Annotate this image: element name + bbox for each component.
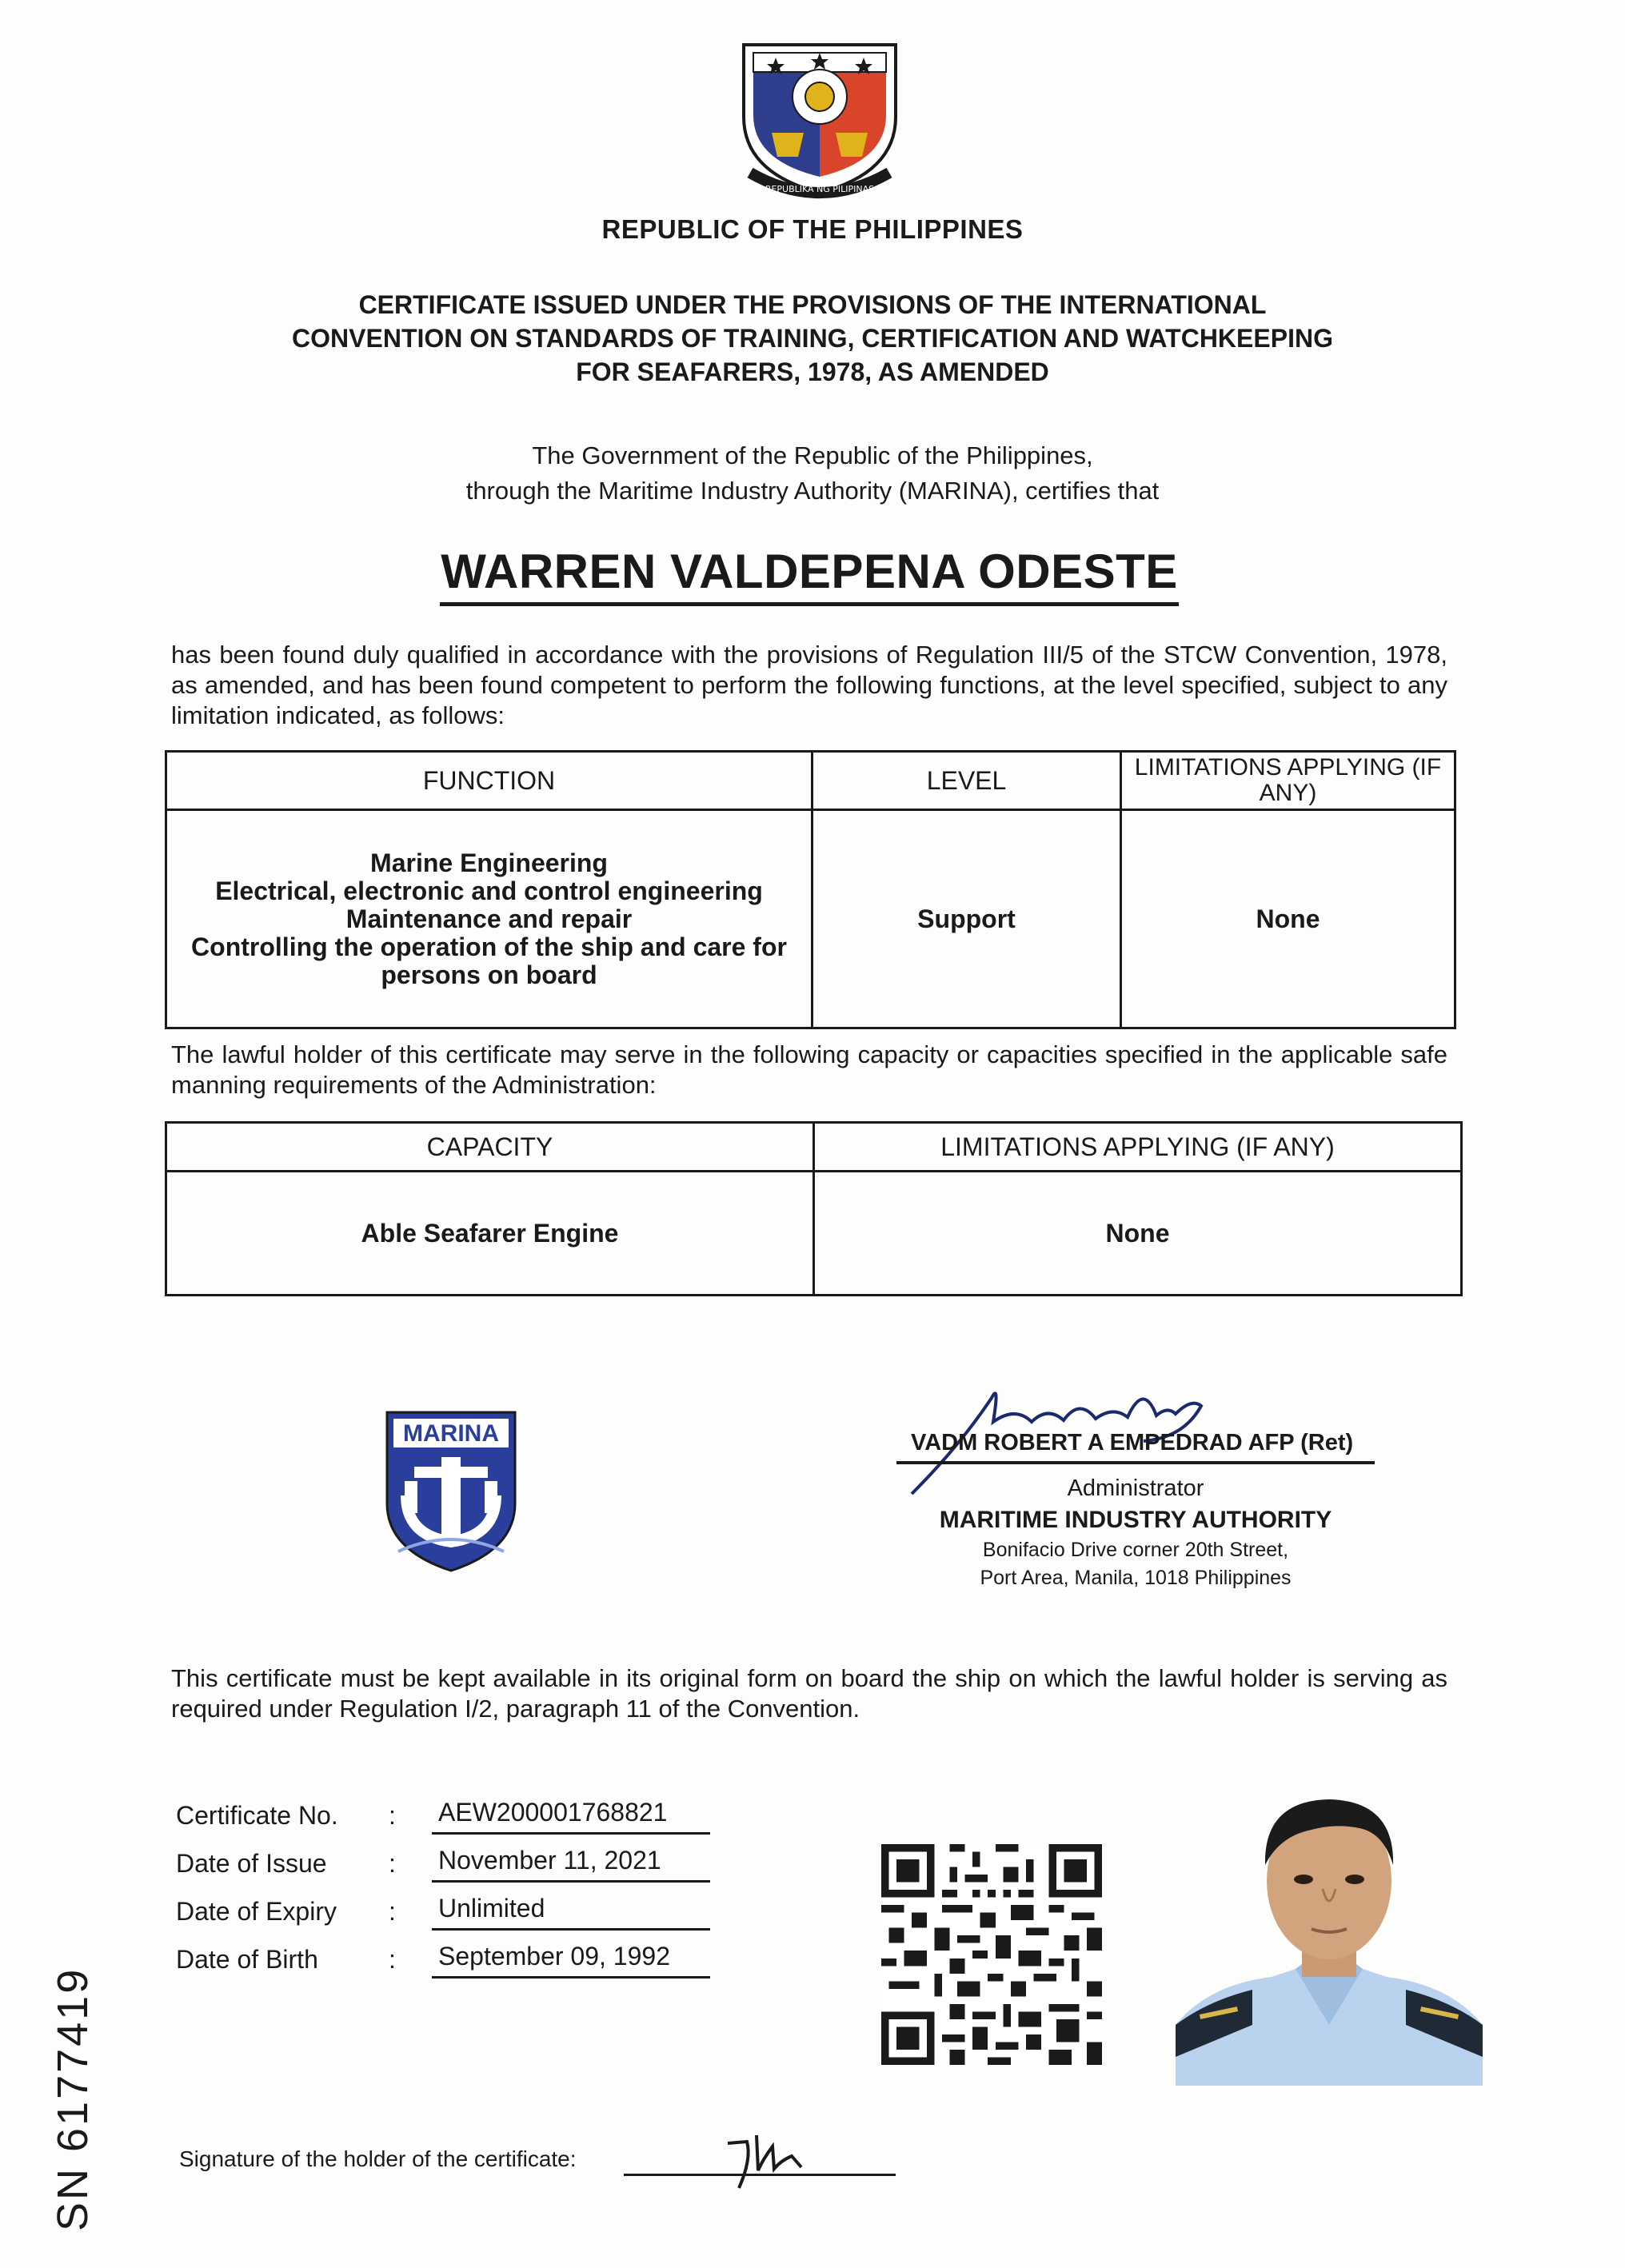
certificate-no-label: Certificate No. [176, 1801, 338, 1830]
capacity-cell: Able Seafarer Engine [166, 1172, 814, 1296]
separator: : [389, 1849, 396, 1878]
signatory-name: VADM ROBERT A EMPEDRAD AFP (Ret) [896, 1430, 1375, 1464]
function-table [165, 750, 1456, 1029]
holder-name: WARREN VALDEPENA ODESTE [440, 544, 1179, 606]
date-of-issue-value: November 11, 2021 [432, 1846, 710, 1883]
table-header-row [166, 1123, 1462, 1172]
functions-cell [166, 810, 812, 1028]
limitations-header: LIMITATIONS APPLYING (IF ANY) [1121, 752, 1455, 810]
signatory-organization: MARITIME INDUSTRY AUTHORITY [939, 1507, 1332, 1533]
date-of-expiry-value: Unlimited [432, 1894, 710, 1931]
svg-text:REPUBLIKA NG PILIPINAS: REPUBLIKA NG PILIPINAS [765, 184, 875, 194]
heading-line: FOR SEAFARERS, 1978, AS AMENDED [576, 357, 1049, 386]
holder-photo [1176, 1785, 1483, 2086]
table-header-row [166, 752, 1455, 810]
separator: : [389, 1945, 396, 1974]
capacity-header: CAPACITY [166, 1123, 814, 1172]
signatory-address-line: Port Area, Manila, 1018 Philippines [980, 1567, 1292, 1589]
philippine-seal-icon [728, 21, 912, 205]
date-of-birth-value: September 09, 1992 [432, 1942, 710, 1979]
certificate-heading [0, 288, 1625, 389]
marina-logo-icon [382, 1408, 520, 1574]
keep-on-board-paragraph: This certificate must be kept available in its original form on board the ship on which the lawful holder is serving as required under Regulation I/2, paragraph 11 of the Convention. [171, 1664, 1447, 1723]
signatory-address-line: Bonifacio Drive corner 20th Street, [982, 1539, 1289, 1561]
table-row [166, 810, 1455, 1028]
certificate-no-value: AEW200001768821 [432, 1798, 710, 1835]
qr-code-icon [881, 1844, 1102, 2065]
svg-text:MARINA: MARINA [403, 1420, 499, 1447]
function-item: Maintenance and repair [345, 904, 633, 933]
qualification-paragraph: has been found duly qualified in accordance with the provisions of Regulation III/5 of the STCW Convention, 1978, as amended, and has been found competent to perform the following functions, at the level specified, subject to any limitation indicated, as follows: [171, 641, 1447, 729]
level-cell: Support [812, 810, 1121, 1028]
holder-signature-label: Signature of the holder of the certificate: [179, 2146, 577, 2171]
date-of-expiry-label: Date of Expiry [176, 1897, 337, 1926]
limitations-cell: None [1121, 810, 1455, 1028]
holder-signature-icon [712, 2111, 824, 2191]
separator: : [389, 1801, 396, 1830]
serial-number: SN 6177419 [49, 1967, 97, 2231]
capacity-paragraph: The lawful holder of this certificate may serve in the following capacity or capacities specified in the applicable safe manning requirements of the Administration: [171, 1040, 1447, 1099]
signatory-block [888, 1430, 1383, 1590]
intro-text [0, 438, 1625, 509]
signatory-title: Administrator [1067, 1475, 1204, 1501]
date-of-birth-label: Date of Birth [176, 1945, 318, 1974]
capacity-limitations-cell: None [814, 1172, 1462, 1296]
capacity-table [165, 1121, 1463, 1296]
heading-line: CERTIFICATE ISSUED UNDER THE PROVISIONS OF THE INTERNATIONAL [358, 290, 1267, 319]
separator: : [389, 1897, 396, 1926]
capacity-limitations-header: LIMITATIONS APPLYING (IF ANY) [814, 1123, 1462, 1172]
table-row [166, 1172, 1462, 1296]
function-item: Marine Engineering [370, 848, 608, 877]
country-title: REPUBLIC OF THE PHILIPPINES [601, 214, 1024, 244]
intro-line: The Government of the Republic of the Philippines, [532, 441, 1093, 469]
function-header: FUNCTION [166, 752, 812, 810]
function-item: Controlling the operation of the ship and care for persons on board [191, 932, 787, 989]
intro-line: through the Maritime Industry Authority (MARINA), certifies that [465, 477, 1160, 505]
function-item: Electrical, electronic and control engineering [215, 876, 763, 905]
heading-line: CONVENTION ON STANDARDS OF TRAINING, CERTIFICATION AND WATCHKEEPING [292, 324, 1333, 353]
date-of-issue-label: Date of Issue [176, 1849, 327, 1878]
level-header: LEVEL [812, 752, 1121, 810]
